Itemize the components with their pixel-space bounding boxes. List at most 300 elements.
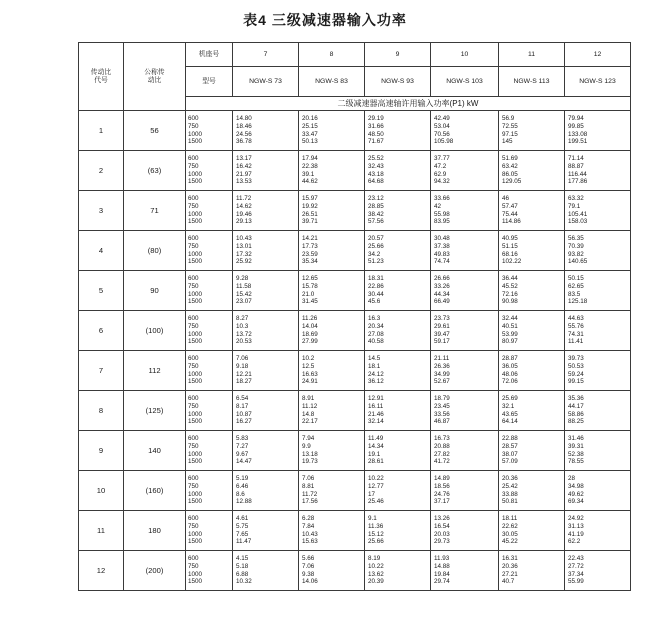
model-label: 型号 bbox=[186, 67, 233, 97]
speed-value: 1000 bbox=[188, 530, 203, 538]
power-cell bbox=[233, 511, 299, 551]
power-value: 129.05 bbox=[502, 178, 522, 186]
table-row bbox=[79, 151, 631, 191]
speed-value: 1000 bbox=[188, 490, 203, 498]
power-value: 11.58 bbox=[236, 282, 252, 290]
speed-cell bbox=[186, 351, 233, 391]
table-row bbox=[79, 391, 631, 431]
power-value: 48.06 bbox=[502, 370, 518, 378]
speed-value: 1000 bbox=[188, 290, 203, 298]
frame-number: 9 bbox=[365, 43, 431, 67]
power-value: 24.76 bbox=[434, 490, 450, 498]
power-value: 47.2 bbox=[434, 162, 447, 170]
power-value: 10.2 bbox=[302, 354, 315, 362]
ratio-code-cell: 6 bbox=[79, 311, 124, 351]
power-value: 14.8 bbox=[302, 410, 315, 418]
power-value: 37.77 bbox=[434, 154, 450, 162]
power-value: 25.52 bbox=[368, 154, 384, 162]
power-cell bbox=[233, 391, 299, 431]
power-value: 16.27 bbox=[236, 418, 252, 426]
power-value: 21.46 bbox=[368, 410, 384, 418]
speed-value: 750 bbox=[188, 162, 199, 170]
power-value: 45.6 bbox=[368, 298, 381, 306]
power-value: 80.97 bbox=[502, 338, 518, 346]
power-value: 13.17 bbox=[236, 154, 252, 162]
power-value: 20.03 bbox=[434, 530, 450, 538]
speed-value: 600 bbox=[188, 114, 199, 122]
power-value: 44.63 bbox=[568, 314, 584, 322]
table-subtitle: 二级减速器高速轴许用输入功率(P1) kW bbox=[186, 97, 631, 111]
power-value: 63.32 bbox=[568, 194, 584, 202]
power-value: 4.61 bbox=[236, 514, 249, 522]
power-value: 69.34 bbox=[568, 498, 584, 506]
power-value: 28 bbox=[568, 474, 576, 482]
speed-value: 1500 bbox=[188, 498, 203, 506]
power-value: 79.94 bbox=[568, 114, 584, 122]
speed-value: 1000 bbox=[188, 170, 203, 178]
power-value: 8.81 bbox=[302, 482, 315, 490]
power-cell bbox=[499, 151, 565, 191]
power-value: 18.46 bbox=[236, 122, 252, 130]
frame-number: 8 bbox=[299, 43, 365, 67]
power-value: 41.72 bbox=[434, 458, 450, 466]
power-value: 14.89 bbox=[434, 474, 450, 482]
power-value: 140.65 bbox=[568, 258, 588, 266]
power-value: 39.47 bbox=[434, 330, 450, 338]
power-cell bbox=[565, 551, 631, 591]
power-cell bbox=[233, 431, 299, 471]
power-value: 99.85 bbox=[568, 122, 584, 130]
ratio-code-cell: 12 bbox=[79, 551, 124, 591]
power-value: 50.15 bbox=[568, 274, 584, 282]
power-value: 88.25 bbox=[568, 418, 584, 426]
ratio-code-header: 传动比 代号 bbox=[79, 43, 124, 111]
power-cell bbox=[299, 151, 365, 191]
speed-value: 600 bbox=[188, 554, 199, 562]
power-value: 35.34 bbox=[302, 258, 318, 266]
power-value: 25.66 bbox=[368, 242, 384, 250]
power-value: 64.68 bbox=[368, 178, 384, 186]
power-value: 63.42 bbox=[502, 162, 518, 170]
power-value: 11.12 bbox=[302, 402, 318, 410]
power-cell bbox=[365, 271, 431, 311]
power-value: 7.65 bbox=[236, 530, 249, 538]
power-value: 40.58 bbox=[368, 338, 384, 346]
power-cell bbox=[565, 231, 631, 271]
power-value: 39.1 bbox=[302, 170, 315, 178]
power-value: 28.87 bbox=[502, 354, 518, 362]
power-value: 33.66 bbox=[434, 194, 450, 202]
power-value: 10.22 bbox=[368, 474, 384, 482]
power-value: 18.27 bbox=[236, 378, 252, 386]
power-value: 50.13 bbox=[302, 138, 318, 146]
power-value: 38.07 bbox=[502, 450, 518, 458]
power-value: 29.61 bbox=[434, 322, 450, 330]
table-row bbox=[79, 111, 631, 151]
power-cell bbox=[431, 311, 499, 351]
ratio-code-cell: 9 bbox=[79, 431, 124, 471]
nominal-ratio-cell: 180 bbox=[124, 511, 186, 551]
power-value: 17 bbox=[368, 490, 376, 498]
power-value: 23.73 bbox=[434, 314, 450, 322]
power-value: 19.84 bbox=[434, 570, 450, 578]
power-value: 62.65 bbox=[568, 282, 584, 290]
power-value: 40.7 bbox=[502, 578, 515, 586]
speed-value: 1500 bbox=[188, 218, 203, 226]
speed-value: 1500 bbox=[188, 578, 203, 586]
power-value: 59.17 bbox=[434, 338, 450, 346]
power-value: 10.32 bbox=[236, 578, 252, 586]
power-value: 14.21 bbox=[302, 234, 318, 242]
power-value: 22.62 bbox=[502, 522, 518, 530]
power-value: 25.69 bbox=[502, 394, 518, 402]
ratio-code-cell: 2 bbox=[79, 151, 124, 191]
power-value: 23.59 bbox=[302, 250, 318, 258]
power-value: 58.86 bbox=[568, 410, 584, 418]
power-value: 32.1 bbox=[502, 402, 515, 410]
speed-value: 750 bbox=[188, 402, 199, 410]
power-cell bbox=[431, 391, 499, 431]
power-value: 57.56 bbox=[368, 218, 384, 226]
speed-value: 1500 bbox=[188, 178, 203, 186]
power-value: 62.2 bbox=[568, 538, 581, 546]
power-cell bbox=[499, 191, 565, 231]
power-value: 79.1 bbox=[568, 202, 581, 210]
power-value: 13.72 bbox=[236, 330, 252, 338]
power-value: 16.42 bbox=[236, 162, 252, 170]
power-value: 18.69 bbox=[302, 330, 318, 338]
power-cell bbox=[365, 511, 431, 551]
power-value: 25.66 bbox=[368, 538, 384, 546]
power-cell bbox=[299, 551, 365, 591]
power-value: 57.09 bbox=[502, 458, 518, 466]
power-value: 24.91 bbox=[302, 378, 318, 386]
speed-value: 1500 bbox=[188, 298, 203, 306]
nominal-ratio-cell: (200) bbox=[124, 551, 186, 591]
power-cell bbox=[299, 311, 365, 351]
nominal-ratio-cell: (63) bbox=[124, 151, 186, 191]
power-value: 40.95 bbox=[502, 234, 518, 242]
power-value: 7.84 bbox=[302, 522, 315, 530]
power-value: 11.93 bbox=[434, 554, 450, 562]
power-value: 36.44 bbox=[502, 274, 518, 282]
power-cell bbox=[431, 151, 499, 191]
power-cell bbox=[499, 431, 565, 471]
model-name: NGW-S 83 bbox=[299, 67, 365, 97]
power-value: 21.97 bbox=[236, 170, 252, 178]
power-value: 53.04 bbox=[434, 122, 450, 130]
power-cell bbox=[233, 351, 299, 391]
speed-cell bbox=[186, 191, 233, 231]
table-row bbox=[79, 231, 631, 271]
power-value: 105.98 bbox=[434, 138, 454, 146]
power-value: 97.15 bbox=[502, 130, 518, 138]
power-value: 11.72 bbox=[302, 490, 318, 498]
power-value: 145 bbox=[502, 138, 513, 146]
power-value: 7.06 bbox=[302, 562, 315, 570]
power-value: 5.18 bbox=[236, 562, 249, 570]
power-value: 18.79 bbox=[434, 394, 450, 402]
power-value: 9.28 bbox=[236, 274, 249, 282]
power-value: 28.61 bbox=[368, 458, 384, 466]
power-value: 22.38 bbox=[302, 162, 318, 170]
power-value: 56.35 bbox=[568, 234, 584, 242]
power-value: 44.62 bbox=[302, 178, 318, 186]
power-value: 25.46 bbox=[368, 498, 384, 506]
power-cell bbox=[365, 391, 431, 431]
power-value: 22.17 bbox=[302, 418, 318, 426]
power-value: 72.06 bbox=[502, 378, 518, 386]
power-cell bbox=[565, 271, 631, 311]
power-cell bbox=[499, 551, 565, 591]
power-value: 31.13 bbox=[568, 522, 584, 530]
power-value: 26.51 bbox=[302, 210, 318, 218]
ratio-code-cell: 1 bbox=[79, 111, 124, 151]
power-value: 78.55 bbox=[568, 458, 584, 466]
power-value: 26.36 bbox=[434, 362, 450, 370]
power-cell bbox=[233, 111, 299, 151]
power-value: 27.21 bbox=[502, 570, 518, 578]
power-cell bbox=[565, 391, 631, 431]
power-value: 70.39 bbox=[568, 242, 584, 250]
power-cell bbox=[565, 431, 631, 471]
power-cell bbox=[299, 351, 365, 391]
power-value: 46 bbox=[502, 194, 510, 202]
power-cell bbox=[299, 471, 365, 511]
power-value: 57.47 bbox=[502, 202, 518, 210]
power-value: 14.47 bbox=[236, 458, 252, 466]
power-value: 34.98 bbox=[568, 482, 584, 490]
power-value: 12.5 bbox=[302, 362, 315, 370]
power-cell bbox=[565, 151, 631, 191]
power-value: 51.15 bbox=[502, 242, 518, 250]
power-cell bbox=[499, 231, 565, 271]
power-table bbox=[78, 42, 631, 591]
speed-value: 1000 bbox=[188, 330, 203, 338]
power-value: 11.47 bbox=[236, 538, 252, 546]
power-cell bbox=[565, 311, 631, 351]
power-value: 33.88 bbox=[502, 490, 518, 498]
power-value: 8.19 bbox=[368, 554, 381, 562]
speed-value: 750 bbox=[188, 122, 199, 130]
frame-label: 机座号 bbox=[186, 43, 233, 67]
power-value: 13.26 bbox=[434, 514, 450, 522]
power-value: 88.87 bbox=[568, 162, 584, 170]
power-value: 12.77 bbox=[368, 482, 384, 490]
speed-cell bbox=[186, 271, 233, 311]
power-value: 7.94 bbox=[302, 434, 315, 442]
speed-value: 600 bbox=[188, 194, 199, 202]
nominal-ratio-cell: (80) bbox=[124, 231, 186, 271]
power-value: 55.99 bbox=[568, 578, 584, 586]
speed-value: 1500 bbox=[188, 418, 203, 426]
power-value: 43.18 bbox=[368, 170, 384, 178]
power-value: 83.95 bbox=[434, 218, 450, 226]
speed-cell bbox=[186, 111, 233, 151]
power-value: 32.43 bbox=[368, 162, 384, 170]
power-value: 18.1 bbox=[368, 362, 381, 370]
power-value: 43.65 bbox=[502, 410, 518, 418]
power-value: 10.87 bbox=[236, 410, 252, 418]
power-cell bbox=[299, 191, 365, 231]
power-value: 19.92 bbox=[302, 202, 318, 210]
power-value: 6.54 bbox=[236, 394, 249, 402]
speed-value: 750 bbox=[188, 282, 199, 290]
speed-value: 1500 bbox=[188, 458, 203, 466]
power-cell bbox=[233, 271, 299, 311]
power-cell bbox=[565, 111, 631, 151]
ratio-code-cell: 5 bbox=[79, 271, 124, 311]
power-value: 27.72 bbox=[568, 562, 584, 570]
nominal-ratio-cell: 90 bbox=[124, 271, 186, 311]
power-value: 7.27 bbox=[236, 442, 249, 450]
ratio-code-cell: 4 bbox=[79, 231, 124, 271]
power-cell bbox=[499, 471, 565, 511]
power-value: 13.18 bbox=[302, 450, 318, 458]
power-value: 39.71 bbox=[302, 218, 318, 226]
speed-value: 600 bbox=[188, 314, 199, 322]
power-value: 23.45 bbox=[434, 402, 450, 410]
power-value: 5.75 bbox=[236, 522, 249, 530]
power-value: 13.53 bbox=[236, 178, 252, 186]
power-value: 25.15 bbox=[302, 122, 318, 130]
speed-value: 1000 bbox=[188, 450, 203, 458]
power-value: 125.18 bbox=[568, 298, 588, 306]
speed-cell bbox=[186, 551, 233, 591]
power-value: 36.05 bbox=[502, 362, 518, 370]
power-value: 10.43 bbox=[302, 530, 318, 538]
power-value: 23.12 bbox=[368, 194, 384, 202]
power-value: 74.31 bbox=[568, 330, 584, 338]
power-cell bbox=[299, 431, 365, 471]
speed-cell bbox=[186, 231, 233, 271]
ratio-code-cell: 11 bbox=[79, 511, 124, 551]
power-value: 34.2 bbox=[368, 250, 381, 258]
power-value: 17.94 bbox=[302, 154, 318, 162]
power-value: 83.5 bbox=[568, 290, 581, 298]
power-value: 22.43 bbox=[568, 554, 584, 562]
power-value: 20.53 bbox=[236, 338, 252, 346]
power-cell bbox=[233, 191, 299, 231]
speed-value: 750 bbox=[188, 562, 199, 570]
power-value: 15.63 bbox=[302, 538, 318, 546]
power-value: 62.9 bbox=[434, 170, 447, 178]
power-value: 158.03 bbox=[568, 218, 588, 226]
power-cell bbox=[233, 151, 299, 191]
power-cell bbox=[365, 151, 431, 191]
power-value: 26.66 bbox=[434, 274, 450, 282]
power-value: 7.06 bbox=[236, 354, 249, 362]
power-value: 34.99 bbox=[434, 370, 450, 378]
power-value: 31.45 bbox=[302, 298, 318, 306]
table-row bbox=[79, 431, 631, 471]
power-cell bbox=[365, 311, 431, 351]
speed-value: 750 bbox=[188, 362, 199, 370]
power-value: 23.07 bbox=[236, 298, 252, 306]
power-cell bbox=[233, 311, 299, 351]
power-cell bbox=[499, 511, 565, 551]
power-value: 49.83 bbox=[434, 250, 450, 258]
power-value: 133.08 bbox=[568, 130, 588, 138]
power-value: 27.08 bbox=[368, 330, 384, 338]
power-value: 30.05 bbox=[502, 530, 518, 538]
power-value: 11.49 bbox=[368, 434, 384, 442]
speed-value: 1500 bbox=[188, 138, 203, 146]
speed-value: 600 bbox=[188, 514, 199, 522]
power-value: 22.86 bbox=[368, 282, 384, 290]
speed-value: 1000 bbox=[188, 370, 203, 378]
power-cell bbox=[431, 511, 499, 551]
power-value: 18.11 bbox=[502, 514, 518, 522]
speed-value: 600 bbox=[188, 394, 199, 402]
speed-value: 750 bbox=[188, 522, 199, 530]
speed-cell bbox=[186, 391, 233, 431]
table-row bbox=[79, 471, 631, 511]
power-value: 29.13 bbox=[236, 218, 252, 226]
speed-value: 750 bbox=[188, 442, 199, 450]
speed-value: 750 bbox=[188, 322, 199, 330]
power-value: 29.74 bbox=[434, 578, 450, 586]
power-value: 15.42 bbox=[236, 290, 252, 298]
power-value: 19.46 bbox=[236, 210, 252, 218]
power-value: 37.34 bbox=[568, 570, 584, 578]
power-value: 72.55 bbox=[502, 122, 518, 130]
power-value: 8.27 bbox=[236, 314, 249, 322]
power-value: 18.31 bbox=[368, 274, 384, 282]
power-cell bbox=[565, 471, 631, 511]
power-value: 45.52 bbox=[502, 282, 518, 290]
power-value: 9.18 bbox=[236, 362, 249, 370]
power-cell bbox=[299, 231, 365, 271]
power-value: 42 bbox=[434, 202, 442, 210]
power-value: 64.14 bbox=[502, 418, 518, 426]
power-value: 9.9 bbox=[302, 442, 311, 450]
speed-value: 1000 bbox=[188, 410, 203, 418]
speed-value: 1500 bbox=[188, 378, 203, 386]
power-value: 21.0 bbox=[302, 290, 315, 298]
power-cell bbox=[299, 511, 365, 551]
speed-value: 1000 bbox=[188, 130, 203, 138]
power-cell bbox=[365, 231, 431, 271]
power-value: 28.57 bbox=[502, 442, 518, 450]
power-value: 10.22 bbox=[368, 562, 384, 570]
speed-cell bbox=[186, 471, 233, 511]
power-cell bbox=[365, 551, 431, 591]
speed-value: 750 bbox=[188, 202, 199, 210]
power-value: 16.31 bbox=[502, 554, 518, 562]
power-value: 102.22 bbox=[502, 258, 522, 266]
power-value: 72.16 bbox=[502, 290, 518, 298]
speed-cell bbox=[186, 511, 233, 551]
power-value: 19.1 bbox=[368, 450, 381, 458]
power-value: 90.98 bbox=[502, 298, 518, 306]
power-value: 20.36 bbox=[502, 562, 518, 570]
power-value: 177.86 bbox=[568, 178, 588, 186]
power-value: 93.82 bbox=[568, 250, 584, 258]
power-value: 14.34 bbox=[368, 442, 384, 450]
power-value: 12.65 bbox=[302, 274, 318, 282]
power-value: 33.56 bbox=[434, 410, 450, 418]
nominal-ratio-cell: (100) bbox=[124, 311, 186, 351]
power-cell bbox=[499, 111, 565, 151]
power-value: 10.3 bbox=[236, 322, 249, 330]
power-value: 20.36 bbox=[502, 474, 518, 482]
power-value: 55.98 bbox=[434, 210, 450, 218]
power-cell bbox=[299, 391, 365, 431]
power-cell bbox=[365, 191, 431, 231]
speed-value: 1000 bbox=[188, 570, 203, 578]
nominal-ratio-cell: 56 bbox=[124, 111, 186, 151]
